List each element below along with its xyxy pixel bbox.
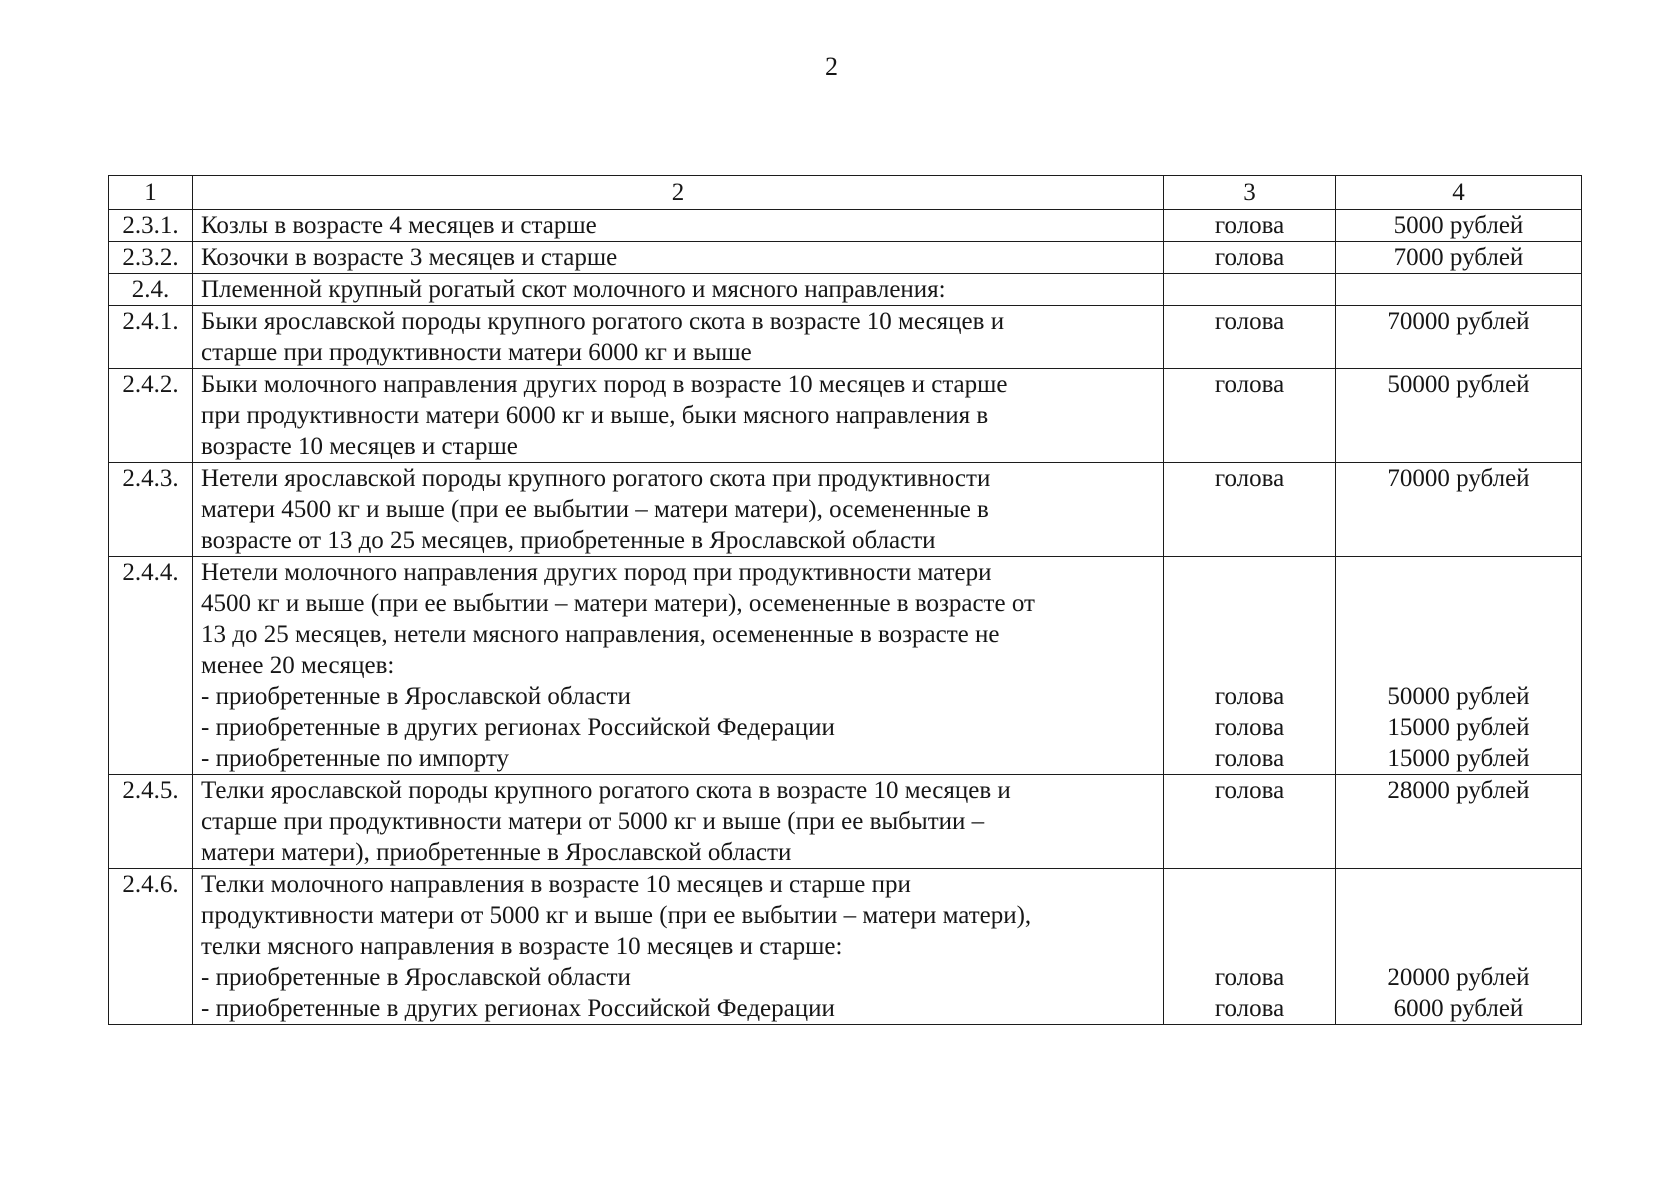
row-description xyxy=(193,210,1164,242)
description-line: матери матери), приобретенные в Ярославской области xyxy=(201,839,792,866)
row-unit xyxy=(1164,463,1336,557)
row-price xyxy=(1336,463,1582,557)
description-line: - приобретенные в Ярославской области xyxy=(201,683,631,710)
row-unit xyxy=(1164,869,1336,1025)
price-table xyxy=(108,175,1582,1025)
row-price xyxy=(1336,210,1582,242)
row-number: 2.4.6. xyxy=(109,869,193,1025)
row-description xyxy=(193,463,1164,557)
row-number: 2.3.2. xyxy=(109,242,193,274)
description-line: - приобретенные в других регионах Российской Федерации xyxy=(201,714,835,741)
row-unit xyxy=(1164,775,1336,869)
unit-value: голова xyxy=(1214,308,1285,335)
description-line: - приобретенные в Ярославской области xyxy=(201,964,631,991)
description-line: Телки молочного направления в возрасте 10 месяцев и старше при xyxy=(201,871,911,898)
table-body xyxy=(109,176,1582,1025)
unit-value: голова xyxy=(1214,964,1285,991)
price-value: 5000 рублей xyxy=(1393,212,1524,239)
description-line: 4500 кг и выше (при ее выбытии – матери матери), осемененные в возрасте от xyxy=(201,590,1035,617)
table-row xyxy=(109,274,1582,306)
description-line: Телки ярославской породы крупного рогатого скота в возрасте 10 месяцев и xyxy=(201,777,1011,804)
description-line: продуктивности матери от 5000 кг и выше (при ее выбытии – матери матери), xyxy=(201,902,1032,929)
page-number: 2 xyxy=(825,52,838,81)
row-description xyxy=(193,306,1164,369)
table-row xyxy=(109,775,1582,869)
unit-value: голова xyxy=(1214,683,1285,710)
header-cell-1: 1 xyxy=(109,176,193,210)
row-unit xyxy=(1164,274,1336,306)
header-cell-3: 3 xyxy=(1164,176,1336,210)
unit-value: голова xyxy=(1214,745,1285,772)
price-value: 6000 рублей xyxy=(1393,995,1524,1022)
row-price xyxy=(1336,306,1582,369)
row-description xyxy=(193,274,1164,306)
row-price xyxy=(1336,869,1582,1025)
row-description xyxy=(193,557,1164,775)
description-line: Быки ярославской породы крупного рогатого скота в возрасте 10 месяцев и xyxy=(201,308,1005,335)
row-number: 2.4. xyxy=(109,274,193,306)
row-price xyxy=(1336,557,1582,775)
price-value: 15000 рублей xyxy=(1387,745,1530,772)
description-line: Племенной крупный рогатый скот молочного и мясного направления: xyxy=(201,276,946,303)
row-unit xyxy=(1164,242,1336,274)
unit-value: голова xyxy=(1214,777,1285,804)
table-header-row xyxy=(109,176,1582,210)
row-description xyxy=(193,775,1164,869)
price-value: 28000 рублей xyxy=(1387,777,1530,804)
price-value: 70000 рублей xyxy=(1387,465,1530,492)
description-line: матери 4500 кг и выше (при ее выбытии – матери матери), осемененные в xyxy=(201,496,989,523)
description-line: телки мясного направления в возрасте 10 месяцев и старше: xyxy=(201,933,843,960)
price-value: 20000 рублей xyxy=(1387,964,1530,991)
table-row xyxy=(109,369,1582,463)
row-price xyxy=(1336,369,1582,463)
unit-value: голова xyxy=(1214,714,1285,741)
row-number: 2.4.5. xyxy=(109,775,193,869)
row-unit xyxy=(1164,369,1336,463)
header-cell-4: 4 xyxy=(1336,176,1582,210)
description-line: Нетели ярославской породы крупного рогатого скота при продуктивности xyxy=(201,465,991,492)
unit-value: голова xyxy=(1214,465,1285,492)
description-line: 13 до 25 месяцев, нетели мясного направления, осемененные в возрасте не xyxy=(201,621,1000,648)
row-price xyxy=(1336,775,1582,869)
row-price xyxy=(1336,274,1582,306)
row-number: 2.4.1. xyxy=(109,306,193,369)
description-line: при продуктивности матери 6000 кг и выше, быки мясного направления в xyxy=(201,402,989,429)
description-line: возрасте от 13 до 25 месяцев, приобретенные в Ярославской области xyxy=(201,527,936,554)
description-line: Козочки в возрасте 3 месяцев и старше xyxy=(201,244,618,271)
description-line: старше при продуктивности матери от 5000 кг и выше (при ее выбытии – xyxy=(201,808,985,835)
row-number: 2.4.4. xyxy=(109,557,193,775)
price-value: 50000 рублей xyxy=(1387,371,1530,398)
unit-value: голова xyxy=(1214,244,1285,271)
table-row xyxy=(109,869,1582,1025)
row-unit xyxy=(1164,557,1336,775)
unit-value: голова xyxy=(1214,212,1285,239)
header-cell-2: 2 xyxy=(193,176,1164,210)
row-description xyxy=(193,869,1164,1025)
description-line: Козлы в возрасте 4 месяцев и старше xyxy=(201,212,597,239)
price-value: 7000 рублей xyxy=(1393,244,1524,271)
description-line: - приобретенные в других регионах Российской Федерации xyxy=(201,995,835,1022)
description-line: - приобретенные по импорту xyxy=(201,745,510,772)
unit-value: голова xyxy=(1214,371,1285,398)
row-unit xyxy=(1164,306,1336,369)
row-number: 2.4.3. xyxy=(109,463,193,557)
row-description xyxy=(193,369,1164,463)
description-line: менее 20 месяцев: xyxy=(201,652,395,679)
description-line: Нетели молочного направления других пород при продуктивности матери xyxy=(201,559,992,586)
row-price xyxy=(1336,242,1582,274)
table-row xyxy=(109,210,1582,242)
row-number: 2.3.1. xyxy=(109,210,193,242)
description-line: Быки молочного направления других пород в возрасте 10 месяцев и старше xyxy=(201,371,1008,398)
row-number: 2.4.2. xyxy=(109,369,193,463)
row-description xyxy=(193,242,1164,274)
price-value: 50000 рублей xyxy=(1387,683,1530,710)
table-row xyxy=(109,306,1582,369)
price-value: 15000 рублей xyxy=(1387,714,1530,741)
table-row xyxy=(109,242,1582,274)
table-row xyxy=(109,463,1582,557)
unit-value: голова xyxy=(1214,995,1285,1022)
description-line: возрасте 10 месяцев и старше xyxy=(201,433,518,460)
row-unit xyxy=(1164,210,1336,242)
price-value: 70000 рублей xyxy=(1387,308,1530,335)
table-row xyxy=(109,557,1582,775)
description-line: старше при продуктивности матери 6000 кг и выше xyxy=(201,339,752,366)
